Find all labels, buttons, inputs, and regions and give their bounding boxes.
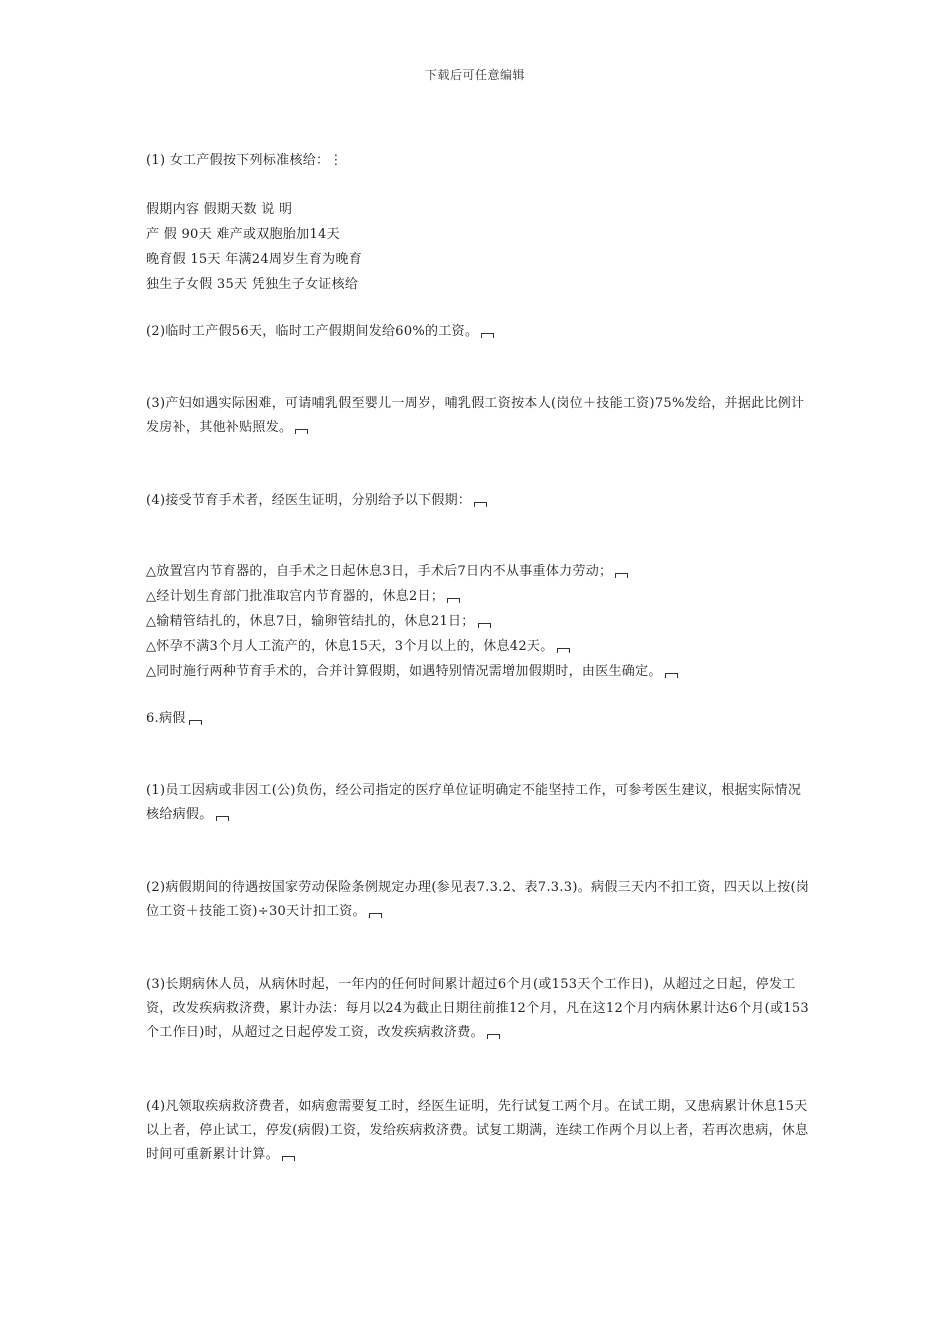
intro-line: (1) 女工产假按下列标准核给：⋮ [146, 153, 343, 168]
paragraph-mark-icon [615, 573, 628, 578]
page-header: 下载后可任意编辑 [424, 68, 525, 82]
list-item: △输精管结扎的，休息7日，输卵管结扎的，休息21日； [146, 614, 816, 630]
paragraph: (3)长期病休人员，从病休时起，一年内的任何时间累计超过6个月(或153天个工作日)，从超过之日起，停发工资，改发疾病救济费，累计办法：每月以24为截止日期往前推12个月，凡在这12个月内病休累计达6个月(或153个工作日)时，从超过之日起停发工资，改发疾病救济费。 [146, 977, 809, 1040]
paragraph: (2)临时工产假56天，临时工产假期间发给60%的工资。 [146, 320, 810, 344]
paragraph-mark-icon [478, 623, 491, 628]
leave-table-row: 独生子女假 35天 凭独生子女证核给 [146, 277, 359, 292]
leave-table-header: 假期内容 假期天数 说 明 [146, 202, 293, 217]
paragraph-mark-icon [216, 816, 229, 821]
paragraph-mark-icon [487, 1034, 500, 1039]
paragraph: (4)凡领取疾病救济费者，如病愈需要复工时，经医生证明，先行试复工两个月。在试工期，又患病累计休息15天以上者，停止试工，停发(病假)工资，发给疾病救济费。试复工期满，连续工作两个月以上者，若再次患病，休息时间可重新累计计算。 [146, 1099, 809, 1162]
paragraph-mark-icon [447, 598, 460, 603]
list-item: △怀孕不满3个月人工流产的，休息15天，3个月以上的，休息42天。 [146, 639, 816, 655]
leave-table-row: 产 假 90天 难产或双胞胎加14天 [146, 227, 340, 242]
leave-table-row: 晚育假 15天 年满24周岁生育为晚育 [146, 252, 363, 267]
paragraph: (4)接受节育手术者，经医生证明，分别给予以下假期： [146, 489, 810, 513]
paragraph: (2)病假期间的待遇按国家劳动保险条例规定办理(参见表7.3.2、表7.3.3)。病假三天内不扣工资，四天以上按(岗位工资＋技能工资)÷30天计扣工资。 [146, 880, 810, 919]
paragraph-mark-icon [282, 1156, 295, 1161]
list-item: △放置宫内节育器的，自手术之日起休息3日，手术后7日内不从事重体力劳动； [146, 564, 816, 580]
paragraph-mark-icon [665, 673, 678, 678]
list-item: △同时施行两种节育手术的，合并计算假期，如遇特别情况需增加假期时，由医生确定。 [146, 664, 816, 680]
paragraph-mark-icon [557, 648, 570, 653]
paragraph-mark-icon [189, 720, 202, 725]
list-item: △经计划生育部门批准取宫内节育器的，休息2日； [146, 589, 816, 605]
paragraph: (1)员工因病或非因工(公)负伤，经公司指定的医疗单位证明确定不能坚持工作，可参考医生建议，根据实际情况核给病假。 [146, 783, 802, 822]
paragraph: (3)产妇如遇实际困难，可请哺乳假至婴儿一周岁，哺乳假工资按本人(岗位＋技能工资)75%发给，并据此比例计发房补，其他补贴照发。 [146, 396, 805, 435]
paragraph-mark-icon [369, 913, 382, 918]
paragraph-mark-icon [474, 502, 487, 507]
paragraph-mark-icon [295, 429, 308, 434]
section-heading: 6.病假 [146, 711, 816, 727]
paragraph-mark-icon [481, 333, 494, 338]
